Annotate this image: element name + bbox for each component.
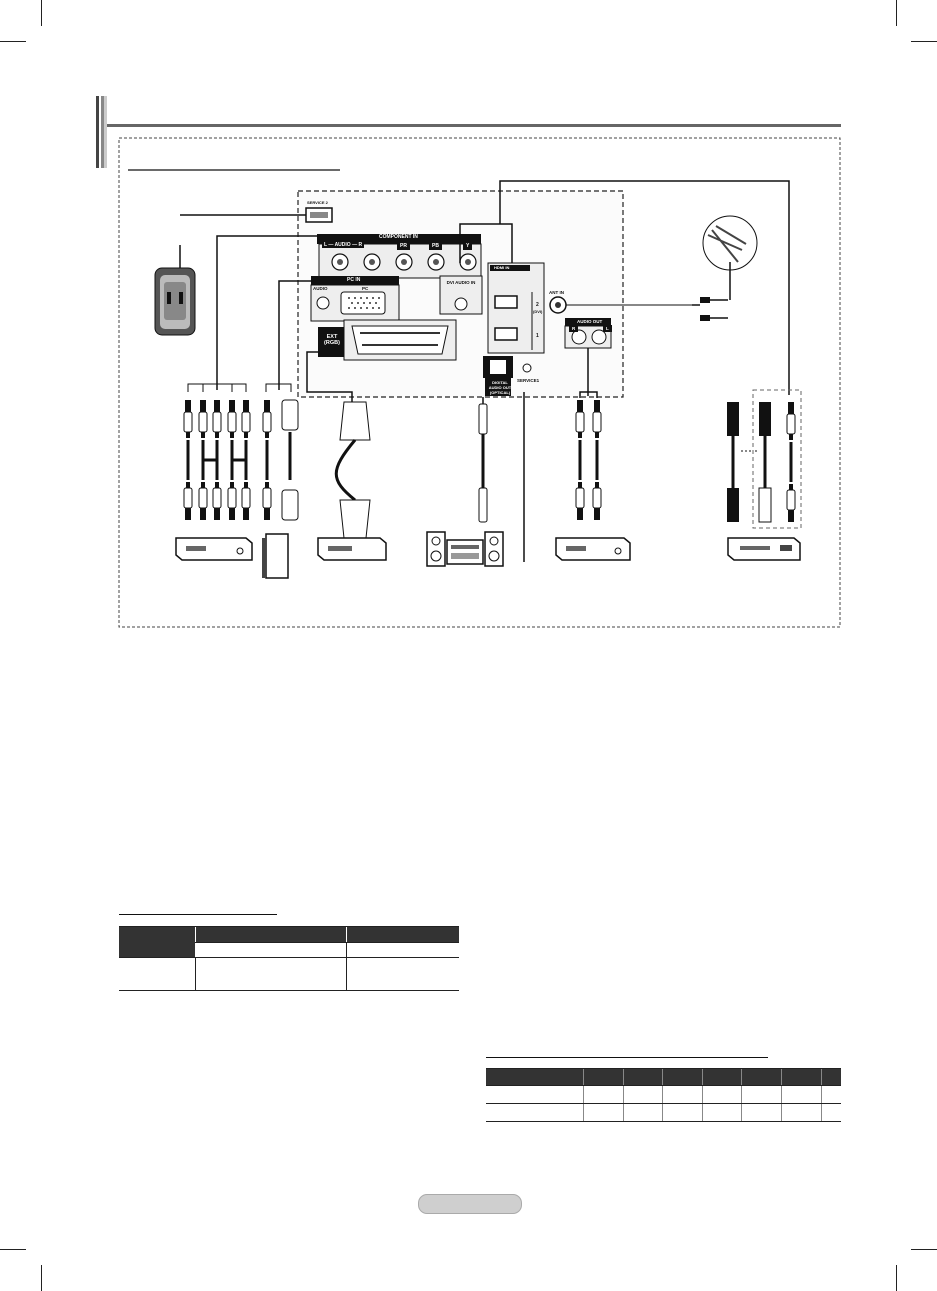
table-header-cell [486, 1069, 584, 1086]
audio-out-l-label: L [603, 325, 612, 332]
table-cell [623, 1086, 663, 1104]
pc-in-label: PC IN [347, 277, 361, 283]
table-cell [584, 1104, 624, 1122]
page-number-badge [418, 1194, 522, 1214]
hdmi-dvi-label: (DVI) [533, 309, 543, 314]
table-cell [742, 1086, 782, 1104]
table-cell [782, 1086, 822, 1104]
hdmi-2-label: 2 [536, 302, 539, 308]
ext-rgb-label: EXT (RGB) [324, 334, 340, 346]
table-cell [702, 1104, 742, 1122]
table-cell [119, 958, 196, 991]
pc-label: PC [362, 286, 369, 291]
table-header-cell [782, 1069, 822, 1086]
audio-out-r-label: R [569, 325, 578, 332]
component-pb-label: PB [429, 242, 442, 250]
audio-out-label: AUDIO OUT [577, 319, 603, 324]
table-header-cell [196, 927, 347, 943]
hdmi-1-label: 1 [536, 333, 539, 339]
table-cell [196, 942, 347, 958]
table-cell [821, 1104, 841, 1122]
table-row [486, 1104, 841, 1122]
table-cell [742, 1104, 782, 1122]
table-cell [782, 1104, 822, 1122]
crop-mark [41, 1265, 42, 1291]
component-y-label: Y [463, 242, 472, 250]
connection-diagram [0, 0, 937, 640]
crop-mark [911, 1249, 937, 1250]
table-cell [196, 958, 347, 991]
usb-port-label: SERVICE 2 [307, 200, 328, 205]
table-cell [623, 1104, 663, 1122]
crop-mark [0, 1249, 26, 1250]
ports-table [119, 926, 459, 991]
table-cell [486, 1086, 584, 1104]
table-header-cell [347, 927, 460, 943]
table-cell [663, 1104, 703, 1122]
component-l-label: L [324, 242, 327, 248]
table-header-cell [623, 1069, 663, 1086]
pc-audio-label: AUDIO [313, 286, 328, 291]
ant-in-label: ANT IN [549, 290, 564, 295]
table-cell [821, 1086, 841, 1104]
table-row [486, 1086, 841, 1104]
table-header-cell [742, 1069, 782, 1086]
table-cell [486, 1104, 584, 1122]
table-header-cell [119, 927, 196, 958]
table-header-cell [663, 1069, 703, 1086]
dvi-audio-in-label: DVI AUDIO IN [446, 280, 476, 285]
table-cell [663, 1086, 703, 1104]
hdmi-in-label: HDMI IN [494, 265, 510, 270]
table-header-cell [584, 1069, 624, 1086]
crop-mark [896, 1265, 897, 1291]
table-row [119, 958, 459, 991]
component-in-label: COMPONENT IN [379, 234, 418, 240]
table-row [486, 1069, 841, 1086]
table-header-cell [702, 1069, 742, 1086]
digital-audio-out-label: DIGITAL AUDIO OUT (OPTICAL) [488, 380, 512, 395]
table-cell [702, 1086, 742, 1104]
component-audio-text: AUDIO [334, 242, 351, 248]
table-header-cell [821, 1069, 841, 1086]
component-r-label: R [358, 242, 363, 248]
table-row [119, 927, 459, 943]
component-pr-label: PR [397, 242, 410, 250]
table-cell [347, 958, 460, 991]
table-cell [347, 942, 460, 958]
component-audio-label: L — AUDIO — R [324, 242, 363, 248]
table-cell [584, 1086, 624, 1104]
resolution-table [486, 1068, 841, 1122]
table-title-rule [486, 1057, 768, 1058]
table-title-rule [119, 914, 277, 915]
service1-label: SERVICE1 [517, 378, 540, 383]
